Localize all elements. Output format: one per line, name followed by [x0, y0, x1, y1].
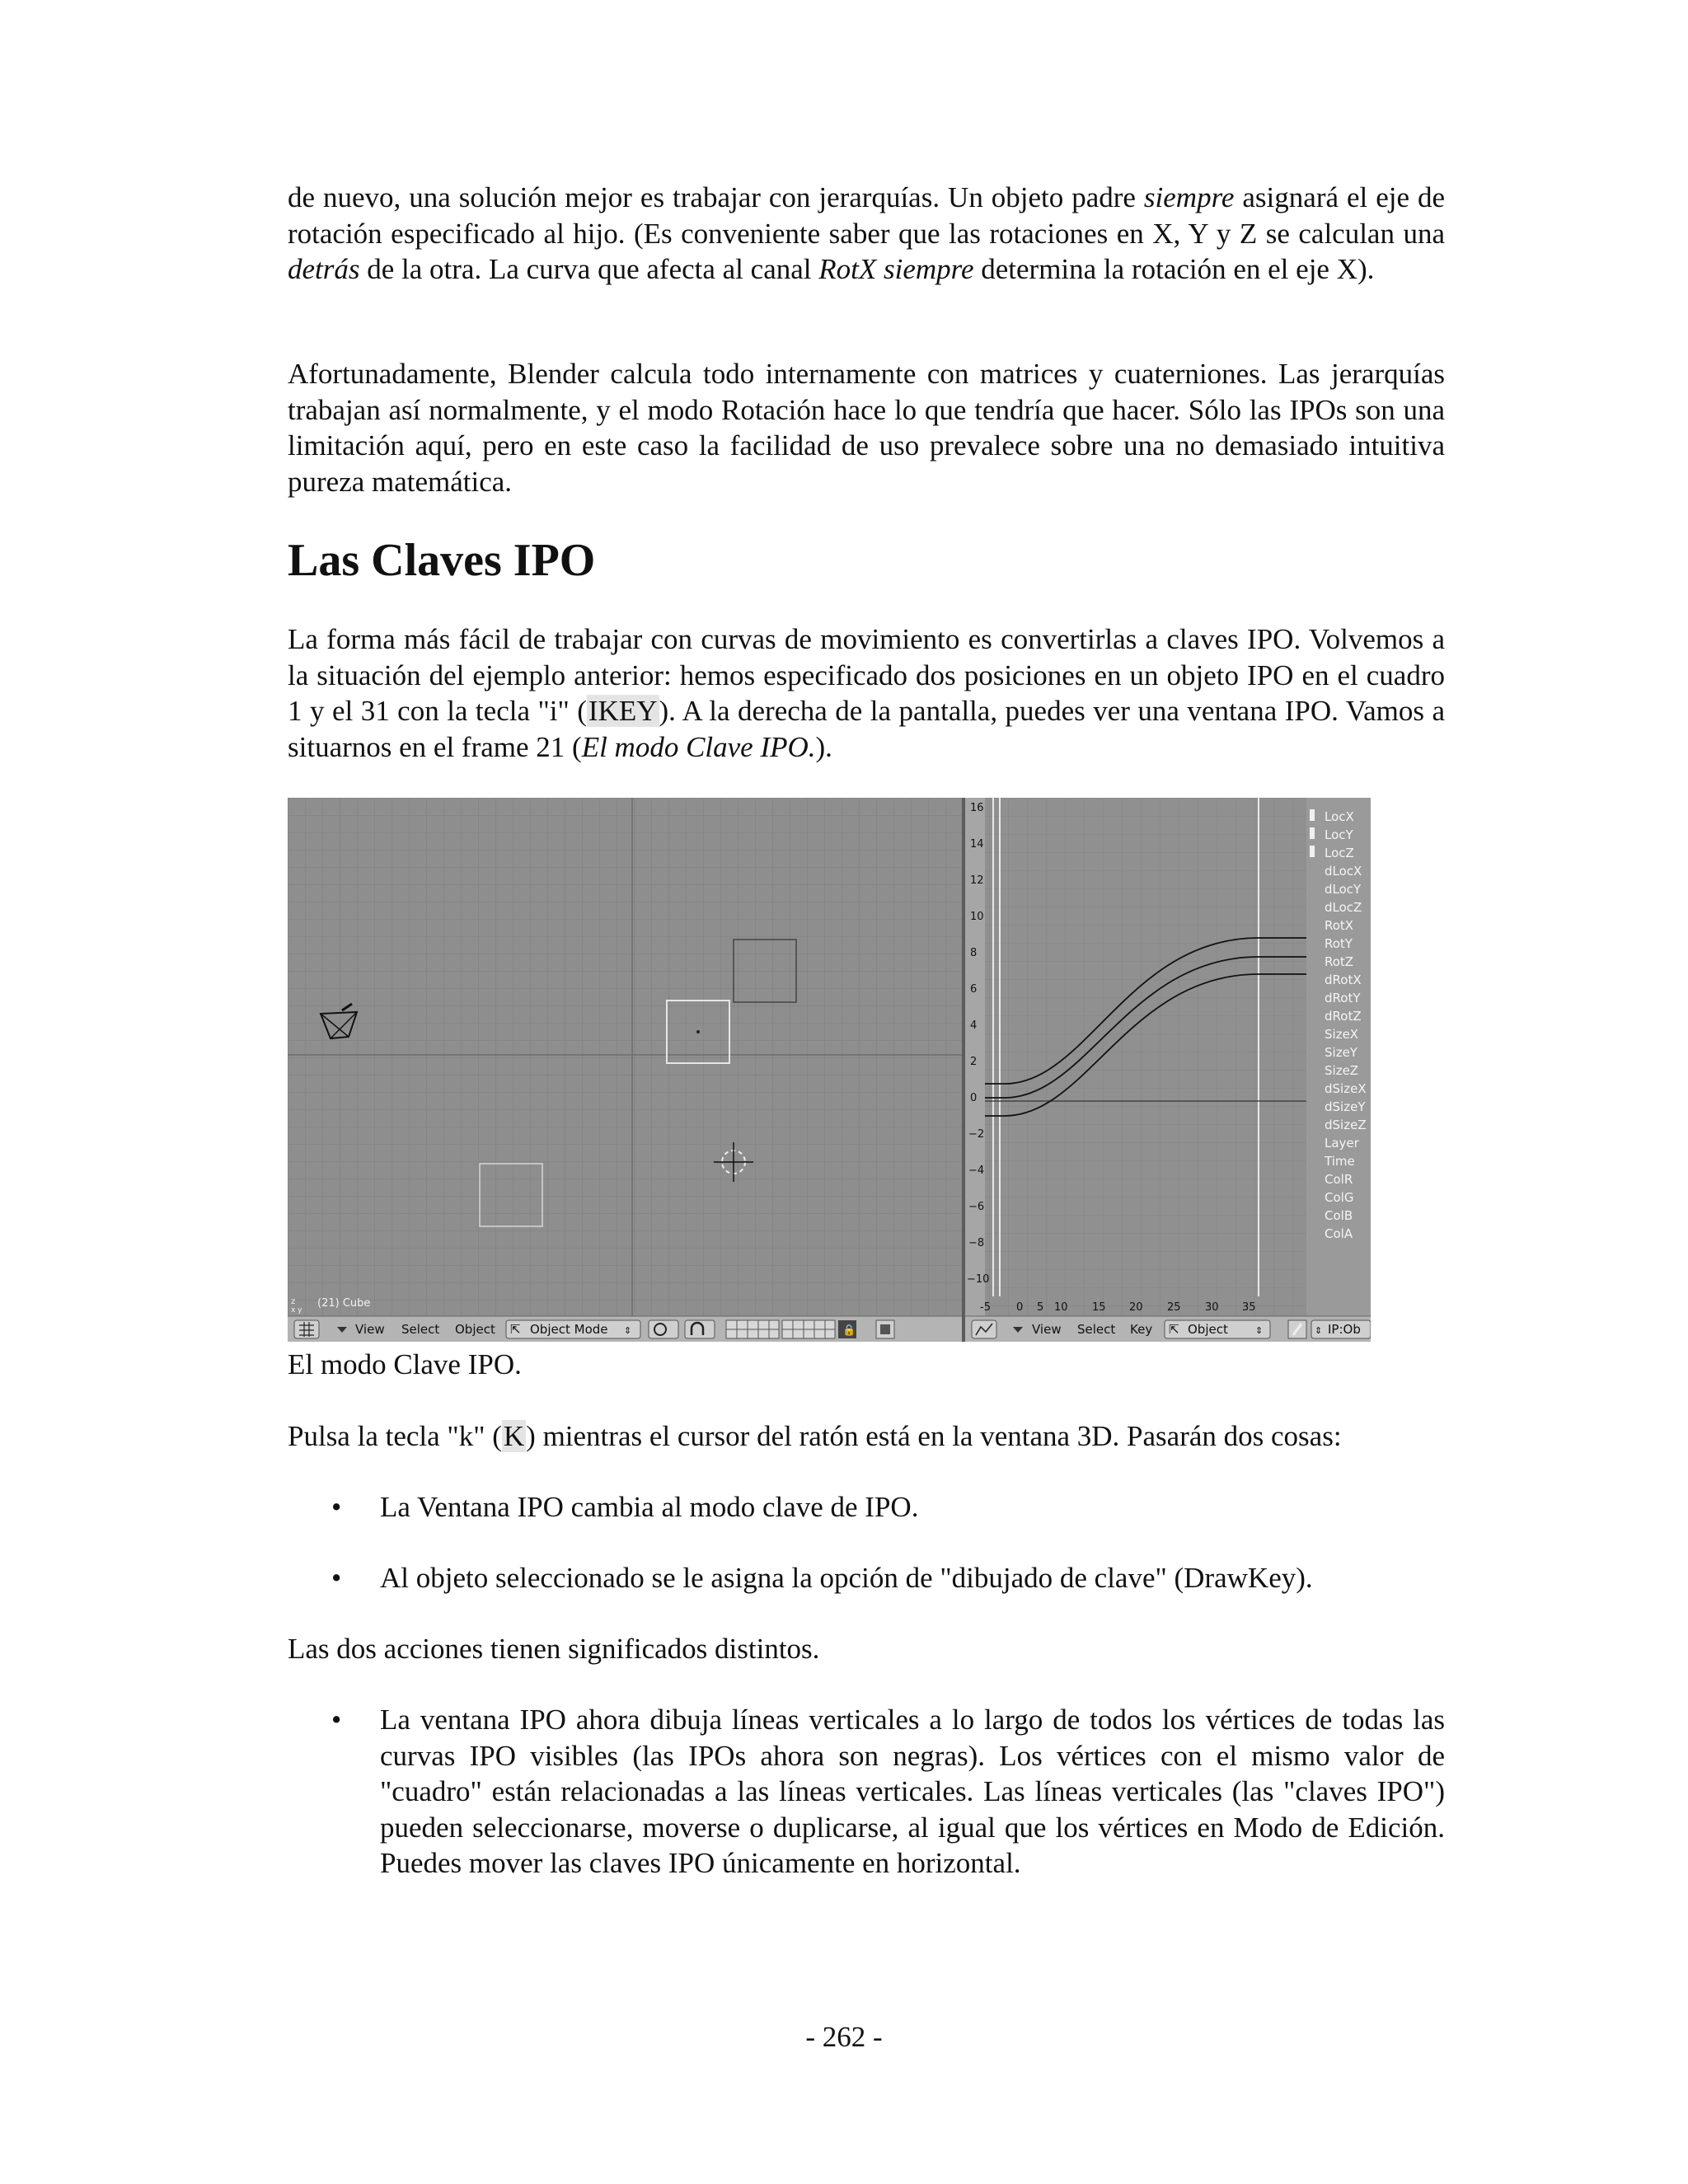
- svg-text:dSizeZ: dSizeZ: [1325, 1118, 1367, 1132]
- figure-ipo-key-mode-screenshot: [288, 798, 1371, 1342]
- menu-view[interactable]: View: [355, 1322, 385, 1337]
- svg-text:14: 14: [970, 838, 984, 851]
- svg-text:10: 10: [970, 911, 984, 923]
- bullet-symbol: •: [331, 1562, 342, 1594]
- svg-text:8: 8: [970, 947, 978, 959]
- svg-text:15: 15: [1092, 1301, 1106, 1314]
- svg-text:16: 16: [970, 802, 984, 814]
- figure-svg: [288, 798, 1371, 1342]
- svg-text:SizeY: SizeY: [1325, 1045, 1357, 1060]
- ipo-menu-view[interactable]: View: [1032, 1322, 1062, 1337]
- svg-text:12: 12: [970, 874, 984, 887]
- menu-object[interactable]: Object: [455, 1322, 495, 1337]
- svg-text:dRotX: dRotX: [1325, 972, 1362, 987]
- svg-text:dRotY: dRotY: [1325, 991, 1361, 1005]
- svg-text:20: 20: [1129, 1301, 1143, 1314]
- object-label: (21) Cube: [317, 1297, 371, 1310]
- paragraph-ipo-keys-intro: La forma más fácil de trabajar con curvas de movimiento es convertirlas a claves IPO. Volvemos a la situación del ejemplo anterior: hemos especificado dos posiciones en un objeto IPO en el cuadro 1 y el 31 con la tecla "i" (IKEY). A la derecha de la pantalla, puedes ver una ventana IPO. Vamos a situarnos en el frame 21 (El modo Clave IPO.).: [288, 623, 1445, 763]
- svg-text:10: 10: [1054, 1301, 1068, 1314]
- svg-text:-5: -5: [980, 1301, 991, 1314]
- ipo-block-value: IP:Ob: [1328, 1322, 1361, 1337]
- svg-text:dSizeY: dSizeY: [1325, 1099, 1366, 1114]
- svg-text:−2: −2: [968, 1128, 985, 1141]
- section-heading: Las Claves IPO: [288, 535, 596, 586]
- svg-text:ColB: ColB: [1325, 1208, 1353, 1223]
- svg-text:RotX: RotX: [1325, 918, 1354, 933]
- viewport-3d[interactable]: [288, 798, 962, 1316]
- svg-text:dSizeX: dSizeX: [1325, 1081, 1367, 1096]
- paragraph-press-k: Pulsa la tecla "k" (K) mientras el cursor del ratón está en la ventana 3D. Pasarán dos cosas:: [288, 1420, 1342, 1452]
- svg-text:ColR: ColR: [1325, 1172, 1353, 1187]
- svg-text:35: 35: [1242, 1301, 1256, 1314]
- svg-text:SizeZ: SizeZ: [1325, 1063, 1359, 1078]
- axis-z-label: z: [291, 1297, 296, 1306]
- mode-select-value: Object Mode: [530, 1322, 608, 1337]
- bullet-item: Al objeto seleccionado se le asigna la opción de "dibujado de clave" (DrawKey).: [380, 1562, 1313, 1594]
- page-number: - 262 -: [805, 2021, 883, 2053]
- cube-origin: [696, 1030, 700, 1033]
- svg-text:−8: −8: [968, 1237, 985, 1249]
- svg-text:dLocZ: dLocZ: [1325, 900, 1362, 915]
- svg-text:RotZ: RotZ: [1325, 954, 1354, 969]
- svg-text:4: 4: [970, 1019, 978, 1032]
- ipo-menu-key[interactable]: Key: [1130, 1322, 1153, 1337]
- ipo-header: [965, 1316, 1371, 1342]
- lock-icon: 🔒: [842, 1324, 856, 1337]
- svg-text:Time: Time: [1325, 1154, 1355, 1169]
- svg-text:⇕: ⇕: [624, 1325, 632, 1336]
- svg-text:−10: −10: [967, 1273, 990, 1286]
- mode-icon: ⇱: [510, 1322, 521, 1337]
- bullet-symbol: •: [331, 1491, 342, 1523]
- paragraph-quaternions: Afortunadamente, Blender calcula todo internamente con matrices y cuaterniones. Las jerarquías trabajan así normalmente, y el modo Rotación hace lo que tendría que hacer. Sólo las IPOs son una limitación aquí, pero en este caso la facilidad de uso prevalece sobre una no demasiado intuitiva pureza matemática.: [288, 358, 1445, 498]
- ipo-menu-select[interactable]: Select: [1077, 1322, 1116, 1337]
- svg-text:Layer: Layer: [1325, 1136, 1359, 1151]
- axis-xy-label: x y: [291, 1306, 302, 1315]
- window-type-button[interactable]: [294, 1320, 319, 1338]
- svg-text:25: 25: [1167, 1301, 1181, 1314]
- svg-text:ColA: ColA: [1325, 1226, 1353, 1241]
- svg-text:LocY: LocY: [1325, 827, 1353, 842]
- svg-text:LocX: LocX: [1325, 809, 1354, 824]
- svg-text:LocZ: LocZ: [1325, 846, 1354, 860]
- svg-text:−4: −4: [968, 1165, 985, 1177]
- paragraph-two-actions: Las dos acciones tienen significados distintos.: [288, 1633, 820, 1665]
- svg-text:dRotZ: dRotZ: [1325, 1009, 1362, 1024]
- svg-text:0: 0: [1016, 1301, 1024, 1314]
- svg-text:2: 2: [970, 1056, 978, 1068]
- paragraph-hierarchies: de nuevo, una solución mejor es trabajar con jerarquías. Un objeto padre siempre asignará el eje de rotación especificado al hijo. (Es conveniente saber que las rotaciones en X, Y y Z se calculan una detrás de la otra. La curva que afecta al canal RotX siempre determina la rotación en el eje X).: [288, 181, 1445, 285]
- svg-text:dLocY: dLocY: [1325, 882, 1362, 897]
- svg-text:0: 0: [970, 1092, 978, 1104]
- ipo-type-value: Object: [1188, 1322, 1228, 1337]
- image-icon: [880, 1324, 890, 1334]
- bullet-symbol: •: [331, 1704, 342, 1736]
- menu-select[interactable]: Select: [401, 1322, 440, 1337]
- svg-text:6: 6: [970, 983, 978, 996]
- svg-text:−6: −6: [968, 1201, 985, 1213]
- bullet-item: La Ventana IPO cambia al modo clave de IPO.: [380, 1491, 919, 1523]
- svg-text:⇕: ⇕: [1315, 1325, 1323, 1336]
- ipo-editor[interactable]: [965, 798, 1371, 1316]
- ipo-type-icon: ⇱: [1169, 1322, 1179, 1337]
- svg-text:5: 5: [1037, 1301, 1044, 1314]
- viewport-header: [288, 1316, 962, 1342]
- key-label-ikey: IKEY: [588, 695, 658, 727]
- svg-text:30: 30: [1205, 1301, 1219, 1314]
- svg-text:ColG: ColG: [1325, 1190, 1354, 1205]
- draw-type-button[interactable]: [649, 1320, 678, 1338]
- svg-text:RotY: RotY: [1325, 936, 1353, 951]
- key-label-k: K: [503, 1420, 525, 1452]
- figure-caption: El modo Clave IPO.: [288, 1348, 522, 1380]
- bullet-item: La ventana IPO ahora dibuja líneas verticales a lo largo de todos los vértices de todas las curvas IPO visibles (las IPOs ahora son negras). Los vértices con el mismo valor de "cuadro" están relacionadas a las líneas verticales. Las líneas verticales (las "claves IPO") pueden seleccionarse, moverse o duplicarse, al igual que los vértices en Modo de Edición. Puedes mover las claves IPO únicamente en horizontal.: [380, 1704, 1445, 1879]
- svg-text:⇕: ⇕: [1255, 1325, 1264, 1336]
- svg-text:dLocX: dLocX: [1325, 864, 1362, 879]
- svg-text:SizeX: SizeX: [1325, 1027, 1359, 1042]
